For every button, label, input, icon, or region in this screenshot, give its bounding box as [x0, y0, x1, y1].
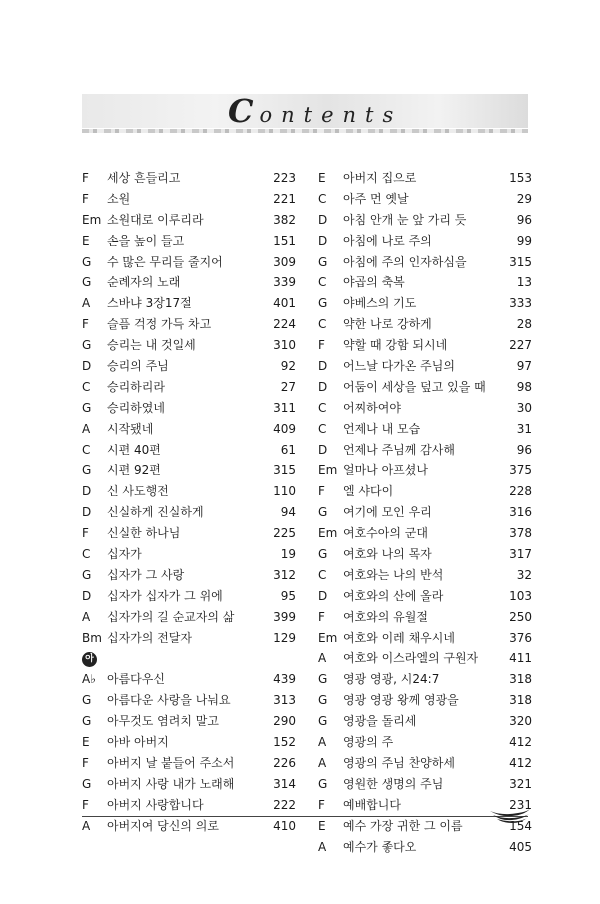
entry-page: 375 [509, 463, 532, 478]
contents-entry [82, 565, 296, 586]
contents-entry [82, 774, 296, 795]
entry-key: E [318, 818, 326, 833]
entry-key: G [82, 567, 92, 582]
entry-page: 99 [516, 233, 532, 248]
entry-page: 32 [516, 567, 532, 582]
contents-entry [318, 502, 532, 523]
contents-entry [318, 460, 532, 481]
entry-title: 시작됐네 [107, 421, 154, 436]
entry-page: 315 [273, 463, 296, 478]
entry-key: F [318, 609, 325, 624]
entry-title: 얼마나 아프셨나 [343, 463, 428, 478]
entry-title: 영원한 생명의 주님 [343, 776, 444, 791]
entry-page: 411 [509, 651, 532, 666]
contents-entry [318, 837, 532, 858]
entry-title: 순례자의 노래 [107, 275, 181, 290]
entry-title: 십자가의 길 순교자의 삶 [107, 609, 235, 624]
entry-key: D [82, 505, 92, 520]
entry-key: G [82, 693, 92, 708]
contents-entry [82, 335, 296, 356]
entry-title: 여호와 나의 목자 [343, 547, 432, 562]
entry-page: 313 [273, 693, 296, 708]
contents-entry [318, 607, 532, 628]
contents-entry [318, 189, 532, 210]
entry-page: 97 [516, 359, 532, 374]
contents-entry [318, 481, 532, 502]
contents-entry [318, 314, 532, 335]
entry-page: 61 [280, 442, 296, 457]
entry-title: 십자가 십자가 그 위에 [107, 588, 223, 603]
entry-page: 13 [516, 275, 532, 290]
entry-title: 아무것도 염려치 말고 [107, 714, 219, 729]
entry-key: G [318, 693, 328, 708]
entry-page: 314 [273, 776, 296, 791]
entry-title: 영광 영광, 시24:7 [343, 672, 440, 687]
entry-title: 아침에 나로 주의 [343, 233, 432, 248]
contents-entry [318, 419, 532, 440]
entry-page: 96 [516, 212, 532, 227]
entry-title: 여호와는 나의 반석 [343, 567, 444, 582]
entry-page: 221 [273, 191, 296, 206]
entry-key: C [318, 567, 327, 582]
entry-title: 영광의 주님 찬양하세 [343, 755, 455, 770]
entry-key: D [318, 233, 328, 248]
entry-key: F [82, 191, 89, 206]
entry-title: 아버지 날 붙들어 주소서 [107, 755, 235, 770]
entry-page: 223 [273, 171, 296, 185]
contents-entry [82, 314, 296, 335]
entry-page: 412 [509, 735, 532, 750]
entry-key: C [318, 191, 327, 206]
contents-entry [82, 732, 296, 753]
contents-entry [318, 293, 532, 314]
entry-key: D [318, 588, 328, 603]
entry-key: G [318, 776, 328, 791]
entry-page: 382 [273, 212, 296, 227]
contents-entry [82, 523, 296, 544]
entry-key: E [318, 171, 326, 185]
contents-entry [82, 816, 296, 837]
entry-key: D [318, 379, 328, 394]
entry-title: 시편 92편 [107, 463, 161, 478]
entry-page: 317 [509, 547, 532, 562]
entry-key: F [82, 317, 89, 332]
entry-title: 소원대로 이루리라 [107, 212, 204, 227]
entry-page: 405 [509, 839, 532, 854]
entry-key: G [318, 505, 328, 520]
entry-page: 151 [273, 233, 296, 248]
entry-title: 예수 가장 귀한 그 이름 [343, 818, 463, 833]
entry-title: 어느날 다가온 주님의 [343, 359, 455, 374]
entry-page: 152 [273, 735, 296, 750]
page-title [228, 93, 402, 129]
entry-key: F [82, 171, 89, 185]
entry-page: 94 [280, 505, 296, 520]
entry-key: E [82, 233, 90, 248]
entry-key: G [318, 547, 328, 562]
entry-page: 290 [273, 714, 296, 729]
entry-title: 영광 영광 왕께 영광을 [343, 693, 459, 708]
entry-title: 아버지 사랑합니다 [107, 797, 204, 812]
entry-title: 약한 나로 강하게 [343, 317, 432, 332]
entry-title: 언제나 내 모습 [343, 421, 421, 436]
entry-key: F [82, 526, 89, 541]
entry-key: Em [82, 212, 102, 227]
entry-page: 92 [280, 359, 296, 374]
contents-entry [318, 398, 532, 419]
entry-title: 아버지여 당신의 의로 [107, 818, 219, 833]
entry-title: 승리의 주님 [107, 359, 169, 374]
entry-key: C [318, 421, 327, 436]
entry-page: 410 [273, 818, 296, 833]
entry-title: 영광을 돌리세 [343, 714, 417, 729]
entry-page: 309 [273, 254, 296, 269]
entry-title: 여호와 이스라엘의 구원자 [343, 651, 479, 666]
entry-key: D [318, 212, 328, 227]
entry-page: 316 [509, 505, 532, 520]
entry-key: A [82, 609, 91, 624]
entry-title: 세상 흔들리고 [107, 171, 181, 185]
entry-key: A [318, 755, 327, 770]
contents-entry [318, 231, 532, 252]
contents-entry [82, 607, 296, 628]
entry-key: C [318, 275, 327, 290]
contents-entry [318, 774, 532, 795]
entry-title: 스바냐 3장17절 [107, 296, 192, 311]
entry-title: 엘 샤다이 [343, 484, 394, 499]
entry-key: C [82, 547, 91, 562]
contents-entry [318, 648, 532, 669]
entry-page: 227 [509, 338, 532, 353]
entry-page: 409 [273, 421, 296, 436]
entry-title: 여호수아의 군대 [343, 526, 428, 541]
entry-title: 여호와 이레 채우시네 [343, 630, 455, 645]
entry-page: 318 [509, 672, 532, 687]
contents-entry [82, 669, 296, 690]
contents-entry [82, 377, 296, 398]
entry-key: G [82, 463, 92, 478]
entry-page: 129 [273, 630, 296, 645]
entry-title: 여기에 모인 우리 [343, 505, 432, 520]
entry-title: 수 많은 무리들 줄지어 [107, 254, 223, 269]
contents-entry [82, 210, 296, 231]
entry-title: 야베스의 기도 [343, 296, 417, 311]
entry-page: 312 [273, 567, 296, 582]
entry-page: 412 [509, 755, 532, 770]
entry-title: 소원 [107, 191, 131, 206]
entry-key: Em [318, 463, 338, 478]
entry-title: 신 사도행전 [107, 484, 169, 499]
contents-entry [318, 628, 532, 649]
contents-entry [82, 502, 296, 523]
entry-title: 어둠이 세상을 덮고 있을 때 [343, 379, 486, 394]
entry-title: 아침 안개 눈 앞 가리 듯 [343, 212, 467, 227]
entry-page: 339 [273, 275, 296, 290]
entry-title: 손을 높이 들고 [107, 233, 185, 248]
contents-entry [82, 272, 296, 293]
entry-page: 318 [509, 693, 532, 708]
entry-key: G [318, 672, 328, 687]
contents-entry [82, 189, 296, 210]
contents-entry [318, 565, 532, 586]
contents-entry [82, 711, 296, 732]
contents-entry [82, 460, 296, 481]
entry-page: 103 [509, 588, 532, 603]
entry-page: 231 [509, 797, 532, 812]
contents-entry [82, 231, 296, 252]
entry-page: 30 [516, 400, 532, 415]
entry-page: 310 [273, 338, 296, 353]
page-title-rest: ontents [259, 103, 403, 127]
contents-entry [318, 252, 532, 273]
entry-key: G [82, 400, 92, 415]
entry-page: 29 [516, 191, 532, 206]
entry-title: 아름다우신 [107, 672, 165, 687]
contents-entry [318, 272, 532, 293]
entry-page: 320 [509, 714, 532, 729]
entry-page: 224 [273, 317, 296, 332]
contents-entry [318, 732, 532, 753]
entry-key: Em [318, 630, 338, 645]
entry-title: 아버지 사랑 내가 노래해 [107, 776, 235, 791]
contents-entry [82, 544, 296, 565]
entry-key: G [318, 254, 328, 269]
entry-page: 439 [273, 672, 296, 687]
entry-title: 어찌하여야 [343, 400, 401, 415]
entry-key: A [318, 735, 327, 750]
entry-title: 시편 40편 [107, 442, 161, 457]
entry-title: 십자가 그 사랑 [107, 567, 185, 582]
contents-entry [82, 795, 296, 816]
entry-key: A [318, 651, 327, 666]
entry-key: A [82, 818, 91, 833]
contents-entry [82, 628, 296, 649]
contents-entry [318, 586, 532, 607]
entry-title: 승리하리라 [107, 379, 165, 394]
entry-title: 신실한 하나님 [107, 526, 181, 541]
entry-page: 153 [509, 171, 532, 185]
entry-title: 언제나 주님께 감사해 [343, 442, 455, 457]
entry-page: 333 [509, 296, 532, 311]
contents-entry [318, 210, 532, 231]
entry-key: G [82, 254, 92, 269]
entry-page: 154 [509, 818, 532, 833]
entry-title: 슬픔 걱정 가득 차고 [107, 317, 212, 332]
contents-entry [318, 356, 532, 377]
entry-title: 승리하였네 [107, 400, 165, 415]
entry-title: 예배합니다 [343, 797, 401, 812]
entry-key: A [82, 421, 91, 436]
entry-key: D [82, 588, 92, 603]
entry-title: 영광의 주 [343, 735, 394, 750]
section-header [82, 648, 296, 669]
entry-key: F [318, 484, 325, 499]
contents-entry [318, 711, 532, 732]
entry-key: G [82, 714, 92, 729]
banner-rule [82, 129, 528, 133]
contents-column-left [82, 168, 296, 837]
contents-entry [82, 252, 296, 273]
entry-title: 아름다운 사랑을 나눠요 [107, 693, 231, 708]
contents-entry [82, 481, 296, 502]
entry-title: 아주 먼 옛날 [343, 191, 409, 206]
contents-entry [318, 377, 532, 398]
entry-key: D [318, 359, 328, 374]
contents-entry [82, 293, 296, 314]
entry-title: 예수가 좋다오 [343, 839, 417, 854]
entry-key: A♭ [82, 672, 96, 687]
entry-key: D [318, 442, 328, 457]
entry-page: 28 [516, 317, 532, 332]
page-title-initial: C [228, 92, 260, 130]
entry-page: 376 [509, 630, 532, 645]
entry-page: 225 [273, 526, 296, 541]
entry-key: A [318, 839, 327, 854]
entry-title: 십자가의 전달자 [107, 630, 192, 645]
contents-entry [318, 690, 532, 711]
entry-title: 여호와의 유월절 [343, 609, 428, 624]
contents-entry [318, 544, 532, 565]
entry-key: Em [318, 526, 338, 541]
section-badge: 아 [82, 652, 97, 667]
entry-title: 아침에 주의 인자하심을 [343, 254, 467, 269]
entry-key: C [318, 317, 327, 332]
entry-key: A [82, 296, 91, 311]
entry-key: G [318, 296, 328, 311]
contents-entry [82, 398, 296, 419]
entry-page: 31 [516, 421, 532, 436]
entry-key: C [318, 400, 327, 415]
entry-page: 401 [273, 296, 296, 311]
entry-key: D [82, 484, 92, 499]
entry-key: F [318, 338, 325, 353]
entry-page: 110 [273, 484, 296, 499]
entry-title: 약할 때 강함 되시네 [343, 338, 448, 353]
entry-title: 십자가 [107, 547, 142, 562]
bottom-rule [82, 816, 528, 817]
contents-entry [82, 586, 296, 607]
entry-key: D [82, 359, 92, 374]
entry-page: 226 [273, 755, 296, 770]
contents-entry [318, 669, 532, 690]
entry-page: 222 [273, 797, 296, 812]
contents-entry [318, 335, 532, 356]
contents-column-right [318, 168, 532, 857]
entry-page: 95 [280, 588, 296, 603]
entry-title: 여호와의 산에 올라 [343, 588, 444, 603]
entry-page: 19 [280, 547, 296, 562]
entry-title: 신실하게 진실하게 [107, 505, 204, 520]
entry-page: 311 [273, 400, 296, 415]
swoosh-ornament [488, 807, 530, 823]
entry-key: F [318, 797, 325, 812]
entry-key: E [82, 735, 90, 750]
entry-page: 228 [509, 484, 532, 499]
entry-page: 27 [280, 379, 296, 394]
contents-entry [318, 440, 532, 461]
entry-page: 399 [273, 609, 296, 624]
contents-entry [82, 168, 296, 189]
entry-title: 아바 아버지 [107, 735, 169, 750]
entry-key: Bm [82, 630, 102, 645]
contents-entry [82, 440, 296, 461]
entry-page: 98 [516, 379, 532, 394]
contents-entry [318, 523, 532, 544]
contents-entry [82, 690, 296, 711]
entry-title: 승리는 내 것일세 [107, 338, 196, 353]
contents-entry [318, 753, 532, 774]
entry-key: G [82, 776, 92, 791]
entry-key: G [82, 338, 92, 353]
contents-entry [82, 753, 296, 774]
entry-key: F [82, 797, 89, 812]
entry-key: C [82, 379, 91, 394]
entry-key: C [82, 442, 91, 457]
entry-key: G [318, 714, 328, 729]
entry-key: G [82, 275, 92, 290]
entry-page: 315 [509, 254, 532, 269]
entry-page: 250 [509, 609, 532, 624]
entry-title: 아버지 집으로 [343, 171, 417, 185]
entry-page: 96 [516, 442, 532, 457]
entry-page: 378 [509, 526, 532, 541]
contents-entry [318, 168, 532, 189]
contents-entry [82, 356, 296, 377]
entry-key: F [82, 755, 89, 770]
entry-title: 야곱의 축복 [343, 275, 405, 290]
contents-entry [82, 419, 296, 440]
entry-page: 321 [509, 776, 532, 791]
